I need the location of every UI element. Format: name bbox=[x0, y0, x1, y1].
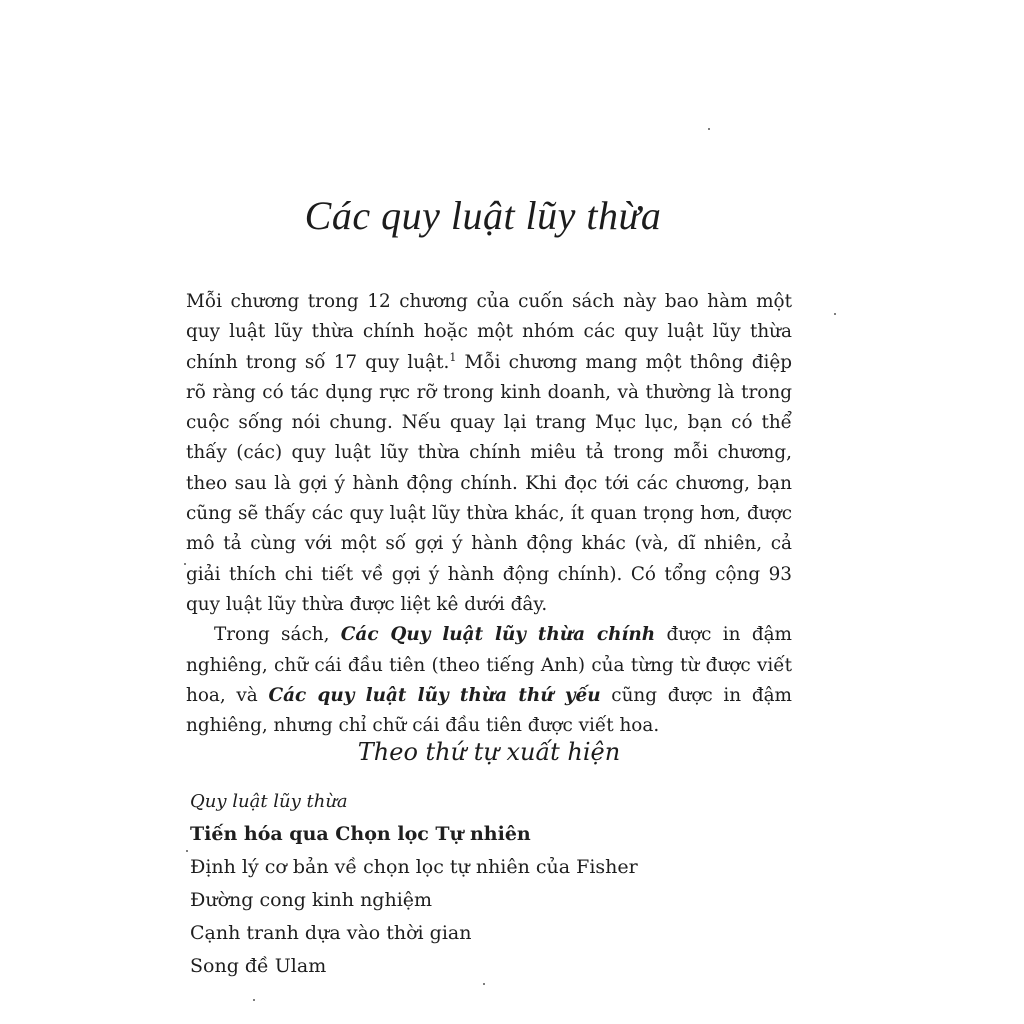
chapter-title: Các quy luật lũy thừa bbox=[304, 193, 662, 238]
paragraph-1-text-continued: Mỗi chương mang một thông điệp rõ ràng có tác dụng rực rỡ trong kinh doanh, và thường là trong cuộc sống nói chung. Nếu quay lại trang Mục lục, bạn có thể thấy (các) quy luật lũy thừa chính miêu tả trong mỗi chương, theo sau là gợi ý hành động chính. Khi đọc tới các chương, bạn cũng sẽ thấy các quy luật lũy thừa khác, ít quan trọng hơn, được mô tả cùng với một số gợi ý hành động khác (và, dĩ nhiên, cả giải thích chi tiết về gợi ý hành động chính). Có tổng cộng 93 quy luật lũy thừa được liệt kê dưới đây. bbox=[186, 351, 793, 615]
paragraph-2-part-2: được in đậm nghiêng, chữ cái đầu tiên (theo tiếng Anh) của từng từ được viết hoa, và bbox=[186, 624, 792, 706]
scan-speck bbox=[834, 313, 836, 315]
list-item: Đường cong kinh nghiệm bbox=[190, 889, 433, 911]
scan-speck bbox=[483, 983, 485, 985]
law-list bbox=[190, 785, 790, 983]
paragraph-2-part-3: cũng được in đậm nghiêng, nhưng chỉ chữ cái đầu tiên được viết hoa. bbox=[186, 684, 792, 737]
paragraph-2-emphasis-2: Các quy luật lũy thừa thứ yếu bbox=[268, 684, 601, 706]
paragraph-1 bbox=[186, 287, 792, 620]
list-item: Quy luật lũy thừa bbox=[190, 791, 348, 812]
section-subtitle: Theo thứ tự xuất hiện bbox=[357, 738, 621, 766]
paragraph-2-emphasis-1: Các Quy luật lũy thừa chính bbox=[340, 624, 656, 646]
paragraph-2 bbox=[186, 620, 792, 741]
paragraph-2-part-1: Trong sách, bbox=[214, 624, 341, 646]
scan-speck bbox=[184, 563, 186, 565]
list-item: Song đề Ulam bbox=[190, 955, 327, 977]
list-item: Tiến hóa qua Chọn lọc Tự nhiên bbox=[190, 823, 531, 845]
paragraph-1-text: Mỗi chương trong 12 chương của cuốn sách này bao hàm một quy luật lũy thừa chính hoặc một nhóm các quy luật lũy thừa chính trong số 17 quy luật. bbox=[186, 291, 792, 373]
scan-speck bbox=[253, 999, 255, 1001]
scan-speck bbox=[708, 128, 710, 130]
body-text bbox=[186, 287, 792, 741]
scan-speck bbox=[186, 850, 188, 852]
footnote-marker: 1 bbox=[449, 350, 457, 364]
list-item: Cạnh tranh dựa vào thời gian bbox=[190, 922, 472, 944]
list-item: Định lý cơ bản về chọn lọc tự nhiên của Fisher bbox=[190, 856, 638, 878]
